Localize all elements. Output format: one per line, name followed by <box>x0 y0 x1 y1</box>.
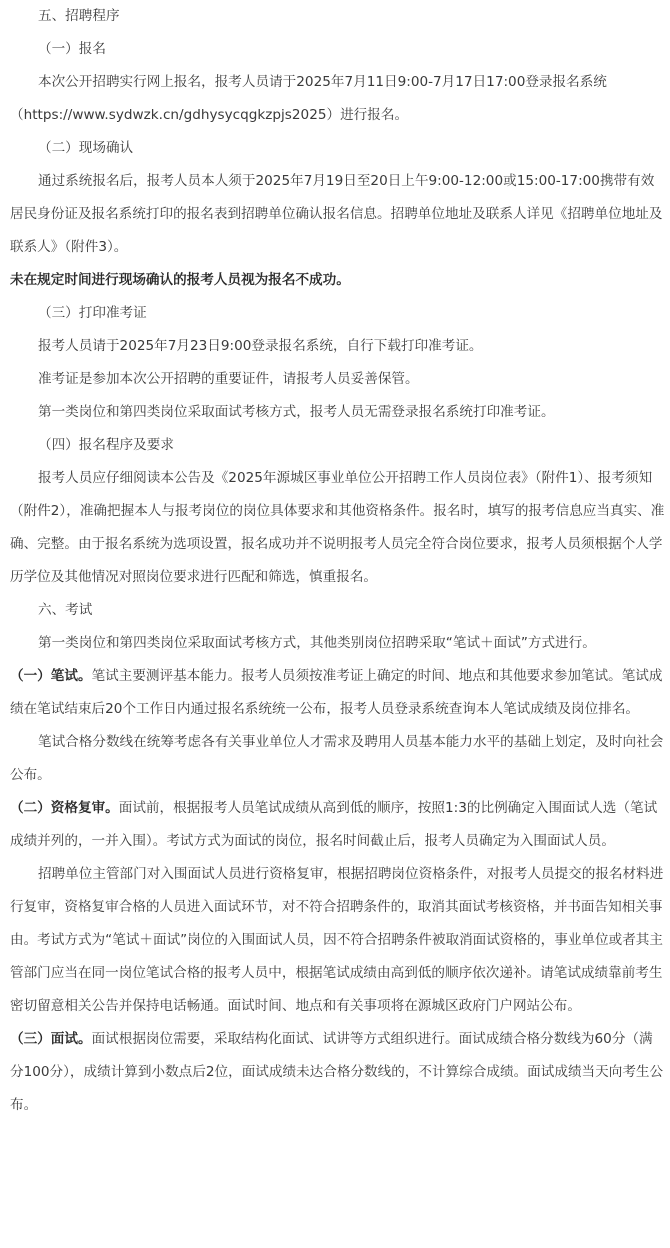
section-5-4-heading: （四）报名程序及要求 <box>38 437 174 453</box>
section-6-3-text: 面试根据岗位需要，采取结构化面试、试讲等方式组织进行。面试成绩合格分数线为60分（满分100分），成绩计算到小数点后2位，面试成绩未达合格分数线的，不计算综合成绩。面试成绩当天向考生公布。 <box>10 1031 664 1113</box>
section-6-heading: 六、考试 <box>38 602 93 618</box>
section-6-3-lead: （三）面试。 <box>10 1031 92 1047</box>
section-6-1-paragraph-2: 笔试合格分数线在统筹考虑各有关事业单位人才需求及聘用人员基本能力水平的基础上划定，及时向社会公布。 <box>10 734 664 783</box>
section-5-heading: 五、招聘程序 <box>38 8 120 24</box>
section-5-2-heading: （二）现场确认 <box>38 140 134 156</box>
section-5-2-paragraph: 通过系统报名后，报考人员本人须于2025年7月19日至20日上午9:00-12:00或15:00-17:00携带有效居民身份证及报名系统打印的报名表到招聘单位确认报名信息。招聘单位地址及联系人详见《招聘单位地址及联系人》（附件3）。 <box>10 173 663 255</box>
section-6-intro: 第一类岗位和第四类岗位采取面试考核方式，其他类别岗位招聘采取“笔试＋面试”方式进行。 <box>38 635 596 651</box>
section-6-3-paragraph <box>10 1023 666 1122</box>
section-5-1-paragraph: 本次公开招聘实行网上报名，报考人员请于2025年7月11日9:00-7月17日17:00登录报名系统（https://www.sydwzk.cn/gdhysycqgkzpjs2025）进行报名。 <box>10 74 607 123</box>
section-5-3-paragraph-3: 第一类岗位和第四类岗位采取面试考核方式，报考人员无需登录报名系统打印准考证。 <box>38 404 555 420</box>
section-5-1-heading: （一）报名 <box>38 41 106 57</box>
section-6-2-paragraph-2: 招聘单位主管部门对入围面试人员进行资格复审，根据招聘岗位资格条件，对报考人员提交的报名材料进行复审，资格复审合格的人员进入面试环节，对不符合招聘条件的，取消其面试考核资格，并书面告知相关事由。考试方式为“笔试＋面试”岗位的入围面试人员，因不符合招聘条件被取消面试资格的，事业单位或者其主管部门应当在同一岗位笔试合格的报考人员中，根据笔试成绩由高到低的顺序依次递补。请笔试成绩靠前考生密切留意相关公告并保持电话畅通。面试时间、地点和有关事项将在源城区政府门户网站公布。 <box>10 866 664 1014</box>
section-6-1-text: 笔试主要测评基本能力。报考人员须按准考证上确定的时间、地点和其他要求参加笔试。笔试成绩在笔试结束后20个工作日内通过报名系统统一公布，报考人员登录系统查询本人笔试成绩及岗位排名。 <box>10 668 663 717</box>
section-6-1-lead: （一）笔试。 <box>10 668 92 684</box>
section-5-2-warning: 未在规定时间进行现场确认的报考人员视为报名不成功。 <box>10 272 350 288</box>
section-5-3-paragraph-2: 准考证是参加本次公开招聘的重要证件，请报考人员妥善保管。 <box>38 371 419 387</box>
section-5-3-heading: （三）打印准考证 <box>38 305 147 321</box>
section-6-2-text: 面试前，根据报考人员笔试成绩从高到低的顺序，按照1:3的比例确定入围面试人选（笔试成绩并列的，一并入围）。考试方式为面试的岗位，报名时间截止后，报考人员确定为入围面试人员。 <box>10 800 658 849</box>
section-6-2-lead: （二）资格复审。 <box>10 800 119 816</box>
section-5-3-paragraph-1: 报考人员请于2025年7月23日9:00登录报名系统，自行下载打印准考证。 <box>38 338 483 354</box>
section-6-1-paragraph <box>10 660 666 726</box>
section-5-4-paragraph: 报考人员应仔细阅读本公告及《2025年源城区事业单位公开招聘工作人员岗位表》（附件1）、报考须知（附件2），准确把握本人与报考岗位的岗位具体要求和其他资格条件。报名时，填写的报考信息应当真实、准确、完整。由于报名系统为选项设置，报名成功并不说明报考人员完全符合岗位要求，报考人员须根据个人学历学位及其他情况对照岗位要求进行匹配和筛选，慎重报名。 <box>10 470 665 585</box>
section-6-2-paragraph <box>10 792 666 858</box>
